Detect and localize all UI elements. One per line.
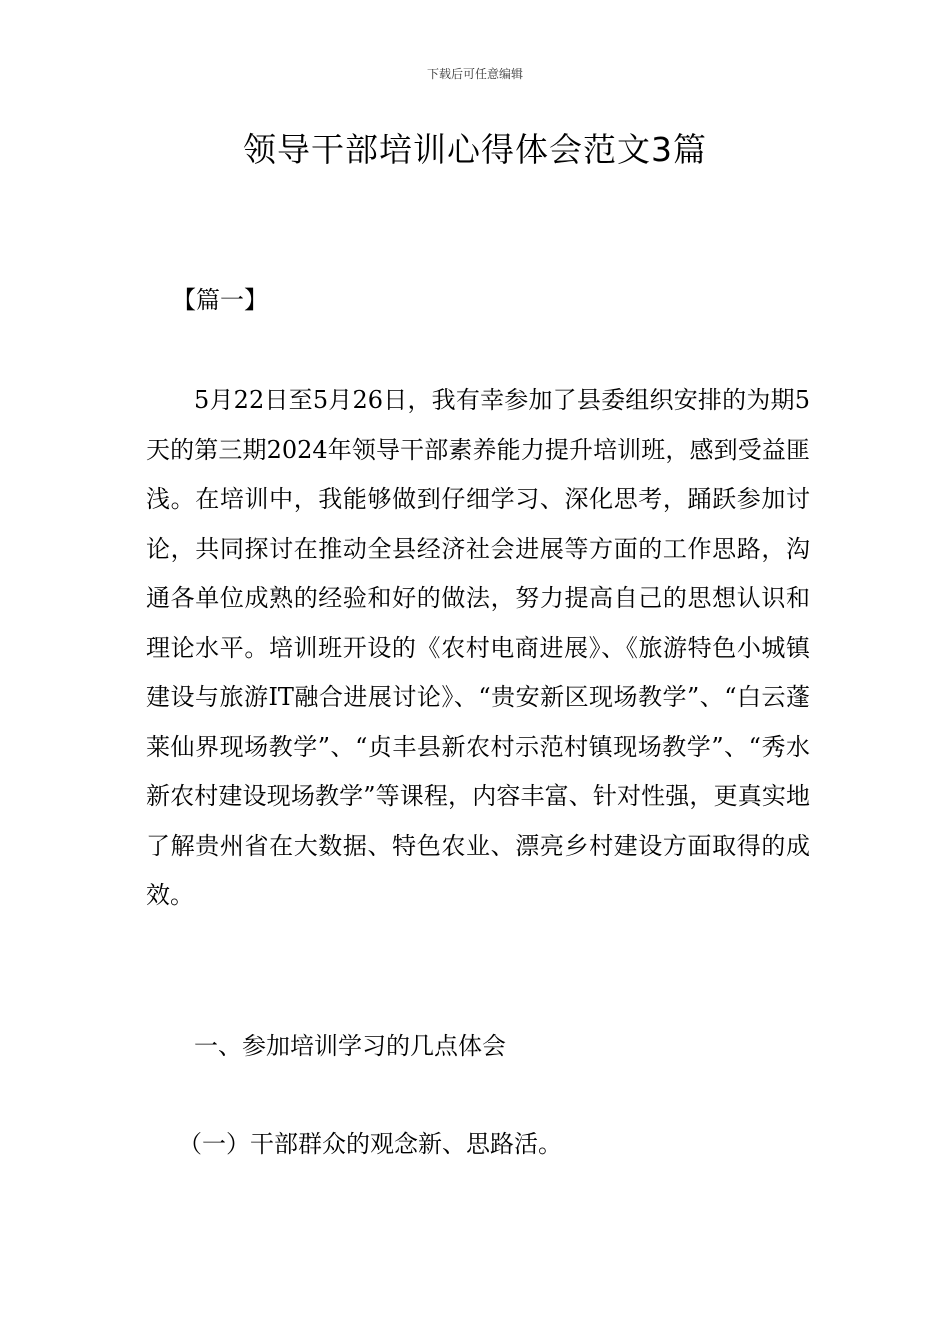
- section-heading: 一、参加培训学习的几点体会: [194, 1032, 506, 1060]
- subsection-heading: （一）干部群众的观念新、思路活。: [178, 1130, 562, 1158]
- header-note: 下载后可任意编辑: [426, 67, 523, 81]
- section-label: 【篇一】: [172, 286, 268, 314]
- body-paragraph: 5月22日至5月26日，我有幸参加了县委组织安排的为期5天的第三期2024年领导干部素养能力提升培训班，感到受益匪浅。在培训中，我能够做到仔细学习、深化思考，踊跃参加讨论，共同探讨在推动全县经济社会进展等方面的工作思路，沟通各单位成熟的经验和好的做法，努力提高自己的思想认识和理论水平。培训班开设的《农村电商进展》、《旅游特色小城镇建设与旅游IT融合进展讨论》、“贵安新区现场教学”、“白云蓬莱仙界现场教学”、“贞丰县新农村示范村镇现场教学”、“秀水新农村建设现场教学”等课程，内容丰富、针对性强，更真实地了解贵州省在大数据、特色农业、漂亮乡村建设方面取得的成效。: [146, 386, 810, 909]
- document-title: 领导干部培训心得体会范文3篇: [243, 130, 707, 169]
